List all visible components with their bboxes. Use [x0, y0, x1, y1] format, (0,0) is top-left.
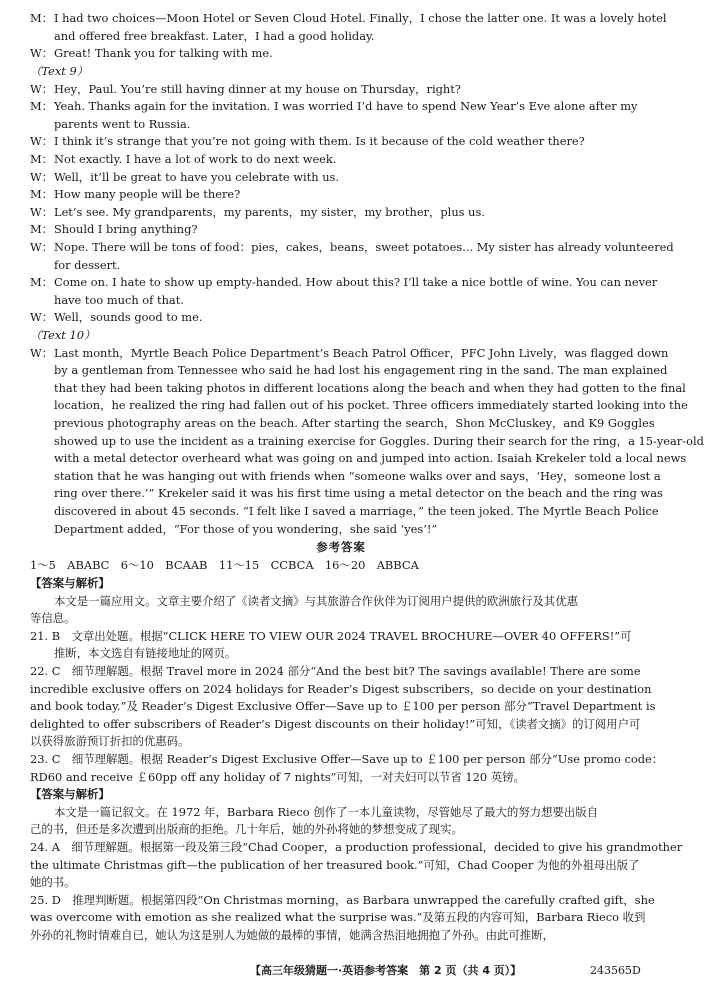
answer-22: 22. C 细节理解题。根据 Travel more in 2024 部分“And the best bit? The savings available! There are some incredible exclusive offers on 2024 holidays for Reader’s Digest subscribers，so decide on your destination and book today.”及 Reader’s Digest Exclusive Offer—Save up to ￡100 per person 部分“Travel Department is delighted to offer subscribers of Reader’s Digest discounts on their holiday!”可知，《读者文摘》的订阅用户可 以获得旅游预订折扣的优惠码。	[30, 663, 656, 749]
dialogue-turn: M：Not exactly. I have a lot of work to do next week.	[30, 151, 337, 166]
text10-passage: W：Last month，Myrtle Beach Police Department’s Beach Patrol Officer，PFC John Lively，was flagged down by a gentleman from Tennessee who said he had lost his engagement ring in the sand. The man explained that they had been taking photos in different locations along the beach and when they had gotten to the final location，he realized the ring had fallen out of his pocket. Three officers immediately started looking into the previous photography areas on the beach. After starting the search，Shon McCluskey，and K9 Goggles showed up to use the incident as a training exercise for Goggles. During their search for the ring，a 15-year-old with a metal detector overheard what was going on and jumped into action. Isaiah Krekeler told a local news station that he was hanging out with friends when “someone walks over and says，‘Hey，someone lost a ring over there.’” Krekeler said it was his first time using a metal detector on the beach and the ring was discovered in about 45 seconds. “I felt like I saved a marriage，” the teen joked. The Myrtle Beach Police Department added，“For those of you wondering，she said ‘yes’!”	[30, 345, 704, 536]
answers-section	[30, 539, 652, 574]
dialogue-turn: M：I had two choices—Moon Hotel or Seven Cloud Hotel. Finally，I chose the latter one. It was a lovely hotel and offered free breakfast. Later，I had a good holiday.	[30, 11, 667, 43]
text9-label: （Text 9）	[30, 64, 89, 78]
dialogue-turn: W：Well，sounds good to me.	[30, 310, 203, 325]
text10-section	[30, 327, 704, 538]
analysis-heading: 【答案与解析】	[30, 576, 110, 590]
dialogue-turn: W：Well，it’ll be great to have you celebrate with us.	[30, 169, 339, 184]
answer-21: 21. B 文章出处题。根据“CLICK HERE TO VIEW OUR 2024 TRAVEL BROCHURE—OVER 40 OFFERS!”可 推断，本文选自有链接地址的网页。	[30, 628, 632, 661]
answer-25: 25. D 推理判断题。根据第四段“On Christmas morning，as Barbara unwrapped the carefully crafted gift，she was overcome with emotion as she realized what the surprise was.”及第五段的内容可知，Barbara Rieco 收到 外孙的礼物时情难自已，她认为这是别人为她做的最棒的事情，她满含热泪地拥抱了外孙。由此可推断，	[30, 892, 655, 942]
analysis-1: 【答案与解析】 本文是一篇应用文。文章主要介绍了《读者文摘》与其旅游合作伙伴为订阅用户提供的欧洲旅行及其优惠 等信息。 21. B 文章出处题。根据“CLICK HERE TO VIEW OUR 2024 TRAVEL BROCHURE—OVER 40 OFFERS!”可 推断，本文选自有链接地址的网页。 22. C 细节理解题。根据 Travel more in 2024 部分“And the best bit? The savings available! There are some incredible exclusive offers on 2024 holidays for Reader’s Digest subscribers，so decide on your destination and book today.”及 Reader’s Digest Exclusive Offer—Save up to ￡100 per person 部分“Travel Department is delighted to offer subscribers of Reader’s Digest discounts on their holiday!”可知，《读者文摘》的订阅用户可 以获得旅游预订折扣的优惠码。 23. C 细节理解题。根据 Reader’s Digest Exclusive Offer—Save up to ￡100 per person 部分“Use promo code： RD60 and receive ￡60pp off any holiday of 7 nights”可知，一对夫妇可以节省 120 英镑。 【答案与解析】 本文是一篇记叙文。在 1972 年，Barbara Rieco 创作了一本儿童读物，尽管她尽了最大的努力想要出版自 己的书，但还是多次遭到出版商的拒绝。几十年后，她的外孙将她的梦想变成了现实。 24. A 细节理解题。根据第一段及第三段“Chad Cooper，a production professional，decided to give his grandmother the ultimate Christmas gift—the publication of her treasured book.”可知，Chad Cooper 为他的外祖母出版了 她的书。 25. D 推理判断题。根据第四段“On Christmas morning，as Barbara unwrapped the carefully crafted gift，she was overcome with emotion as she realized what the surprise was.”及第五段的内容可知，Barbara Rieco 收到 外孙的礼物时情难自已，她认为这是别人为她做的最棒的事情，她满含热泪地拥抱了外孙。由此可推断，	[30, 575, 652, 944]
dialogue-turn: M：How many people will be there?	[30, 187, 241, 202]
answers-title: 参考答案	[316, 540, 366, 554]
dialogue-turn: M：Should I bring anything?	[30, 222, 198, 237]
text10-label: （Text 10）	[30, 328, 96, 342]
dialogue-turn: W：Let’s see. My grandparents，my parents，my sister，my brother，plus us.	[30, 204, 485, 219]
answer-23: 23. C 细节理解题。根据 Reader’s Digest Exclusive Offer—Save up to ￡100 per person 部分“Use promo code： RD60 and receive ￡60pp off any holiday of 7 nights”可知，一对夫妇可以节省 120 英镑。	[30, 751, 664, 784]
analysis-heading: 【答案与解析】	[30, 787, 110, 802]
page-footer	[0, 962, 677, 980]
footer-code: 243565D	[590, 964, 641, 977]
answer-24: 24. A 细节理解题。根据第一段及第三段“Chad Cooper，a production professional，decided to give his grandmother the ultimate Christmas gift—the publication of her treasured book.”可知，Chad Cooper 为他的外祖母出版了 她的书。	[30, 839, 683, 890]
dialogue-turn: W：I think it’s strange that you’re not going with them. Is it because of the cold weather there?	[30, 134, 585, 149]
answers-line: 1～5 ABABC 6～10 BCAAB 11～15 CCBCA 16～20 ABBCA	[30, 557, 419, 572]
dialogue-turn: M：Come on. I hate to show up empty-handed. How about this? I’ll take a nice bottle of wine. You can never have too much of that.	[30, 275, 658, 307]
dialogue-turn: W：Great! Thank you for talking with me.	[30, 46, 273, 61]
dialogue-turn: M：Yeah. Thanks again for the invitation. I was worried I’d have to spend New Year’s Eve alone after my parents went to Russia.	[30, 99, 638, 131]
footer-title: 【高三年级猜题一·英语参考答案 第 2 页（共 4 页）】	[250, 964, 522, 977]
dialogue-turn: W：Nope. There will be tons of food：pies，cakes，beans，sweet potatoes... My sister has already volunteered for dessert.	[30, 239, 674, 272]
dialogue-top	[30, 10, 667, 63]
text9-dialogue	[30, 81, 674, 327]
text9-section	[30, 63, 674, 327]
dialogue-turn: W：Hey，Paul. You’re still having dinner at my house on Thursday，right?	[30, 81, 461, 96]
